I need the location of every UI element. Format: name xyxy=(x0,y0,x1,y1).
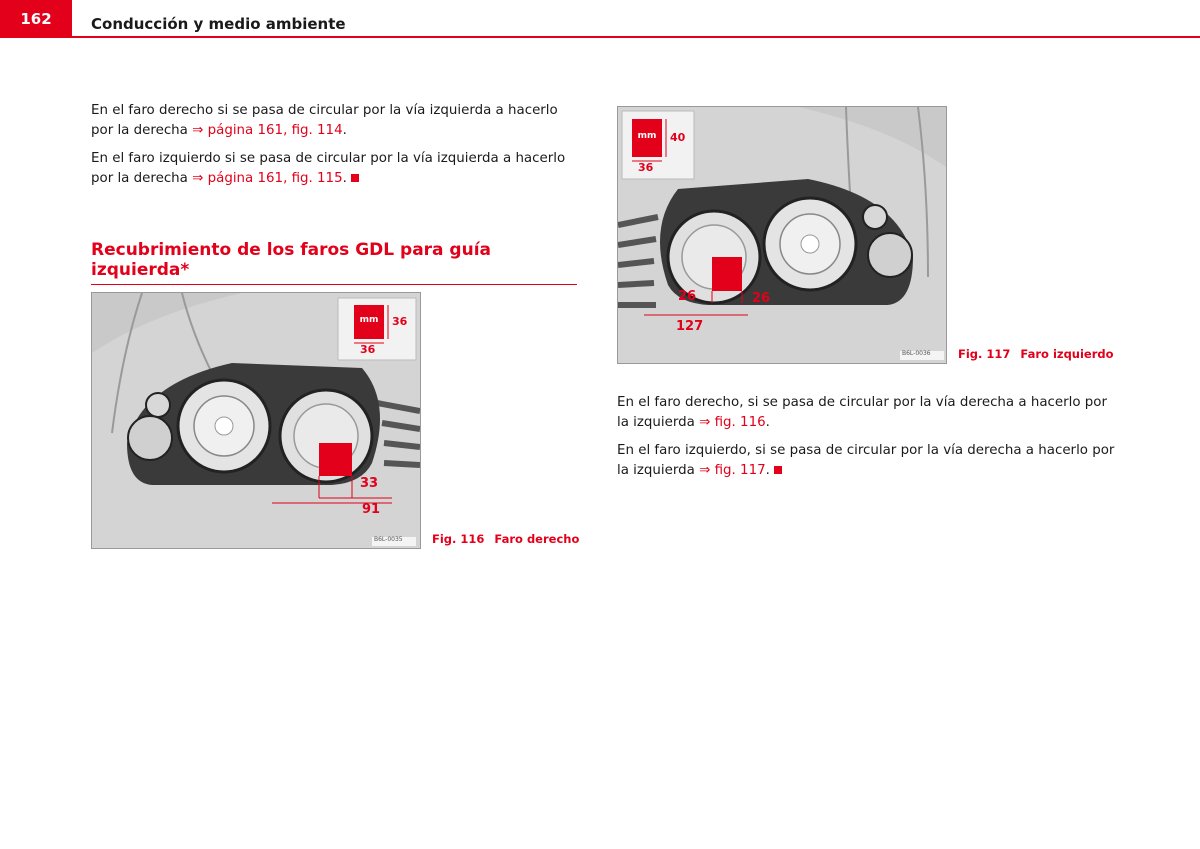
caption-number: Fig. 116 xyxy=(432,532,485,546)
cross-ref-link[interactable]: página 161, fig. 114 xyxy=(203,123,343,138)
page-number: 162 xyxy=(0,0,72,38)
caption-number: Fig. 117 xyxy=(958,347,1011,361)
cross-ref-link[interactable]: fig. 117 xyxy=(710,463,766,478)
paragraph-end: . xyxy=(342,123,347,138)
dimension-large-label: 91 xyxy=(362,502,381,517)
paragraph-right-headlight-left-traffic xyxy=(91,101,581,141)
cross-ref-arrow: ⇒ xyxy=(699,463,711,478)
paragraph-text: En el faro izquierdo si se pasa de circular por la vía izquierda a hacerlo por la derecha xyxy=(91,151,566,186)
template-width-label: 36 xyxy=(360,343,376,356)
caption-text: Faro izquierdo xyxy=(1020,347,1114,361)
image-code: B6L-0035 xyxy=(374,536,403,543)
chapter-title: Conducción y medio ambiente xyxy=(91,15,346,33)
figure-116-caption xyxy=(432,532,579,546)
header-rule xyxy=(72,36,1200,38)
figure-117-image xyxy=(617,106,947,364)
paragraph-text: En el faro izquierdo, si se pasa de circular por la vía derecha a hacerlo por la izquierda xyxy=(617,443,1115,478)
caption-text: Faro derecho xyxy=(494,532,580,546)
section-heading: Recubrimiento de los faros GDL para guía izquierda* xyxy=(91,240,577,285)
figure-116-image xyxy=(91,292,421,549)
end-of-section-mark xyxy=(351,174,359,182)
paragraph-right-headlight-right-traffic xyxy=(617,393,1117,433)
paragraph-end: . xyxy=(765,415,770,430)
dimension-large-label: 127 xyxy=(676,319,704,334)
paragraph-text: En el faro derecho, si se pasa de circular por la vía derecha a hacerlo por la izquierda xyxy=(617,395,1108,430)
paragraph-left-headlight-right-traffic xyxy=(617,441,1117,481)
template-unit-label: mm xyxy=(637,131,657,141)
image-code: B6L-0036 xyxy=(902,350,931,357)
paragraph-end: . xyxy=(342,171,347,186)
paragraph-text: En el faro derecho si se pasa de circular por la vía izquierda a hacerlo por la derecha xyxy=(91,103,558,138)
paragraph-end: . xyxy=(765,463,770,478)
template-height-label: 40 xyxy=(670,131,686,144)
cross-ref-arrow: ⇒ xyxy=(192,123,204,138)
dimension-left-label: 26 xyxy=(678,289,697,304)
dimension-small-label: 33 xyxy=(360,476,379,491)
template-height-label: 36 xyxy=(392,315,408,328)
figure-117-caption xyxy=(958,347,1114,361)
template-unit-label: mm xyxy=(359,315,379,325)
cross-ref-arrow: ⇒ xyxy=(699,415,711,430)
cross-ref-link[interactable]: página 161, fig. 115 xyxy=(203,171,343,186)
cross-ref-link[interactable]: fig. 116 xyxy=(710,415,766,430)
cross-ref-arrow: ⇒ xyxy=(192,171,204,186)
end-of-section-mark xyxy=(774,466,782,474)
paragraph-left-headlight-left-traffic xyxy=(91,149,581,189)
dimension-right-label: 26 xyxy=(752,291,771,306)
template-width-label: 36 xyxy=(638,161,654,174)
